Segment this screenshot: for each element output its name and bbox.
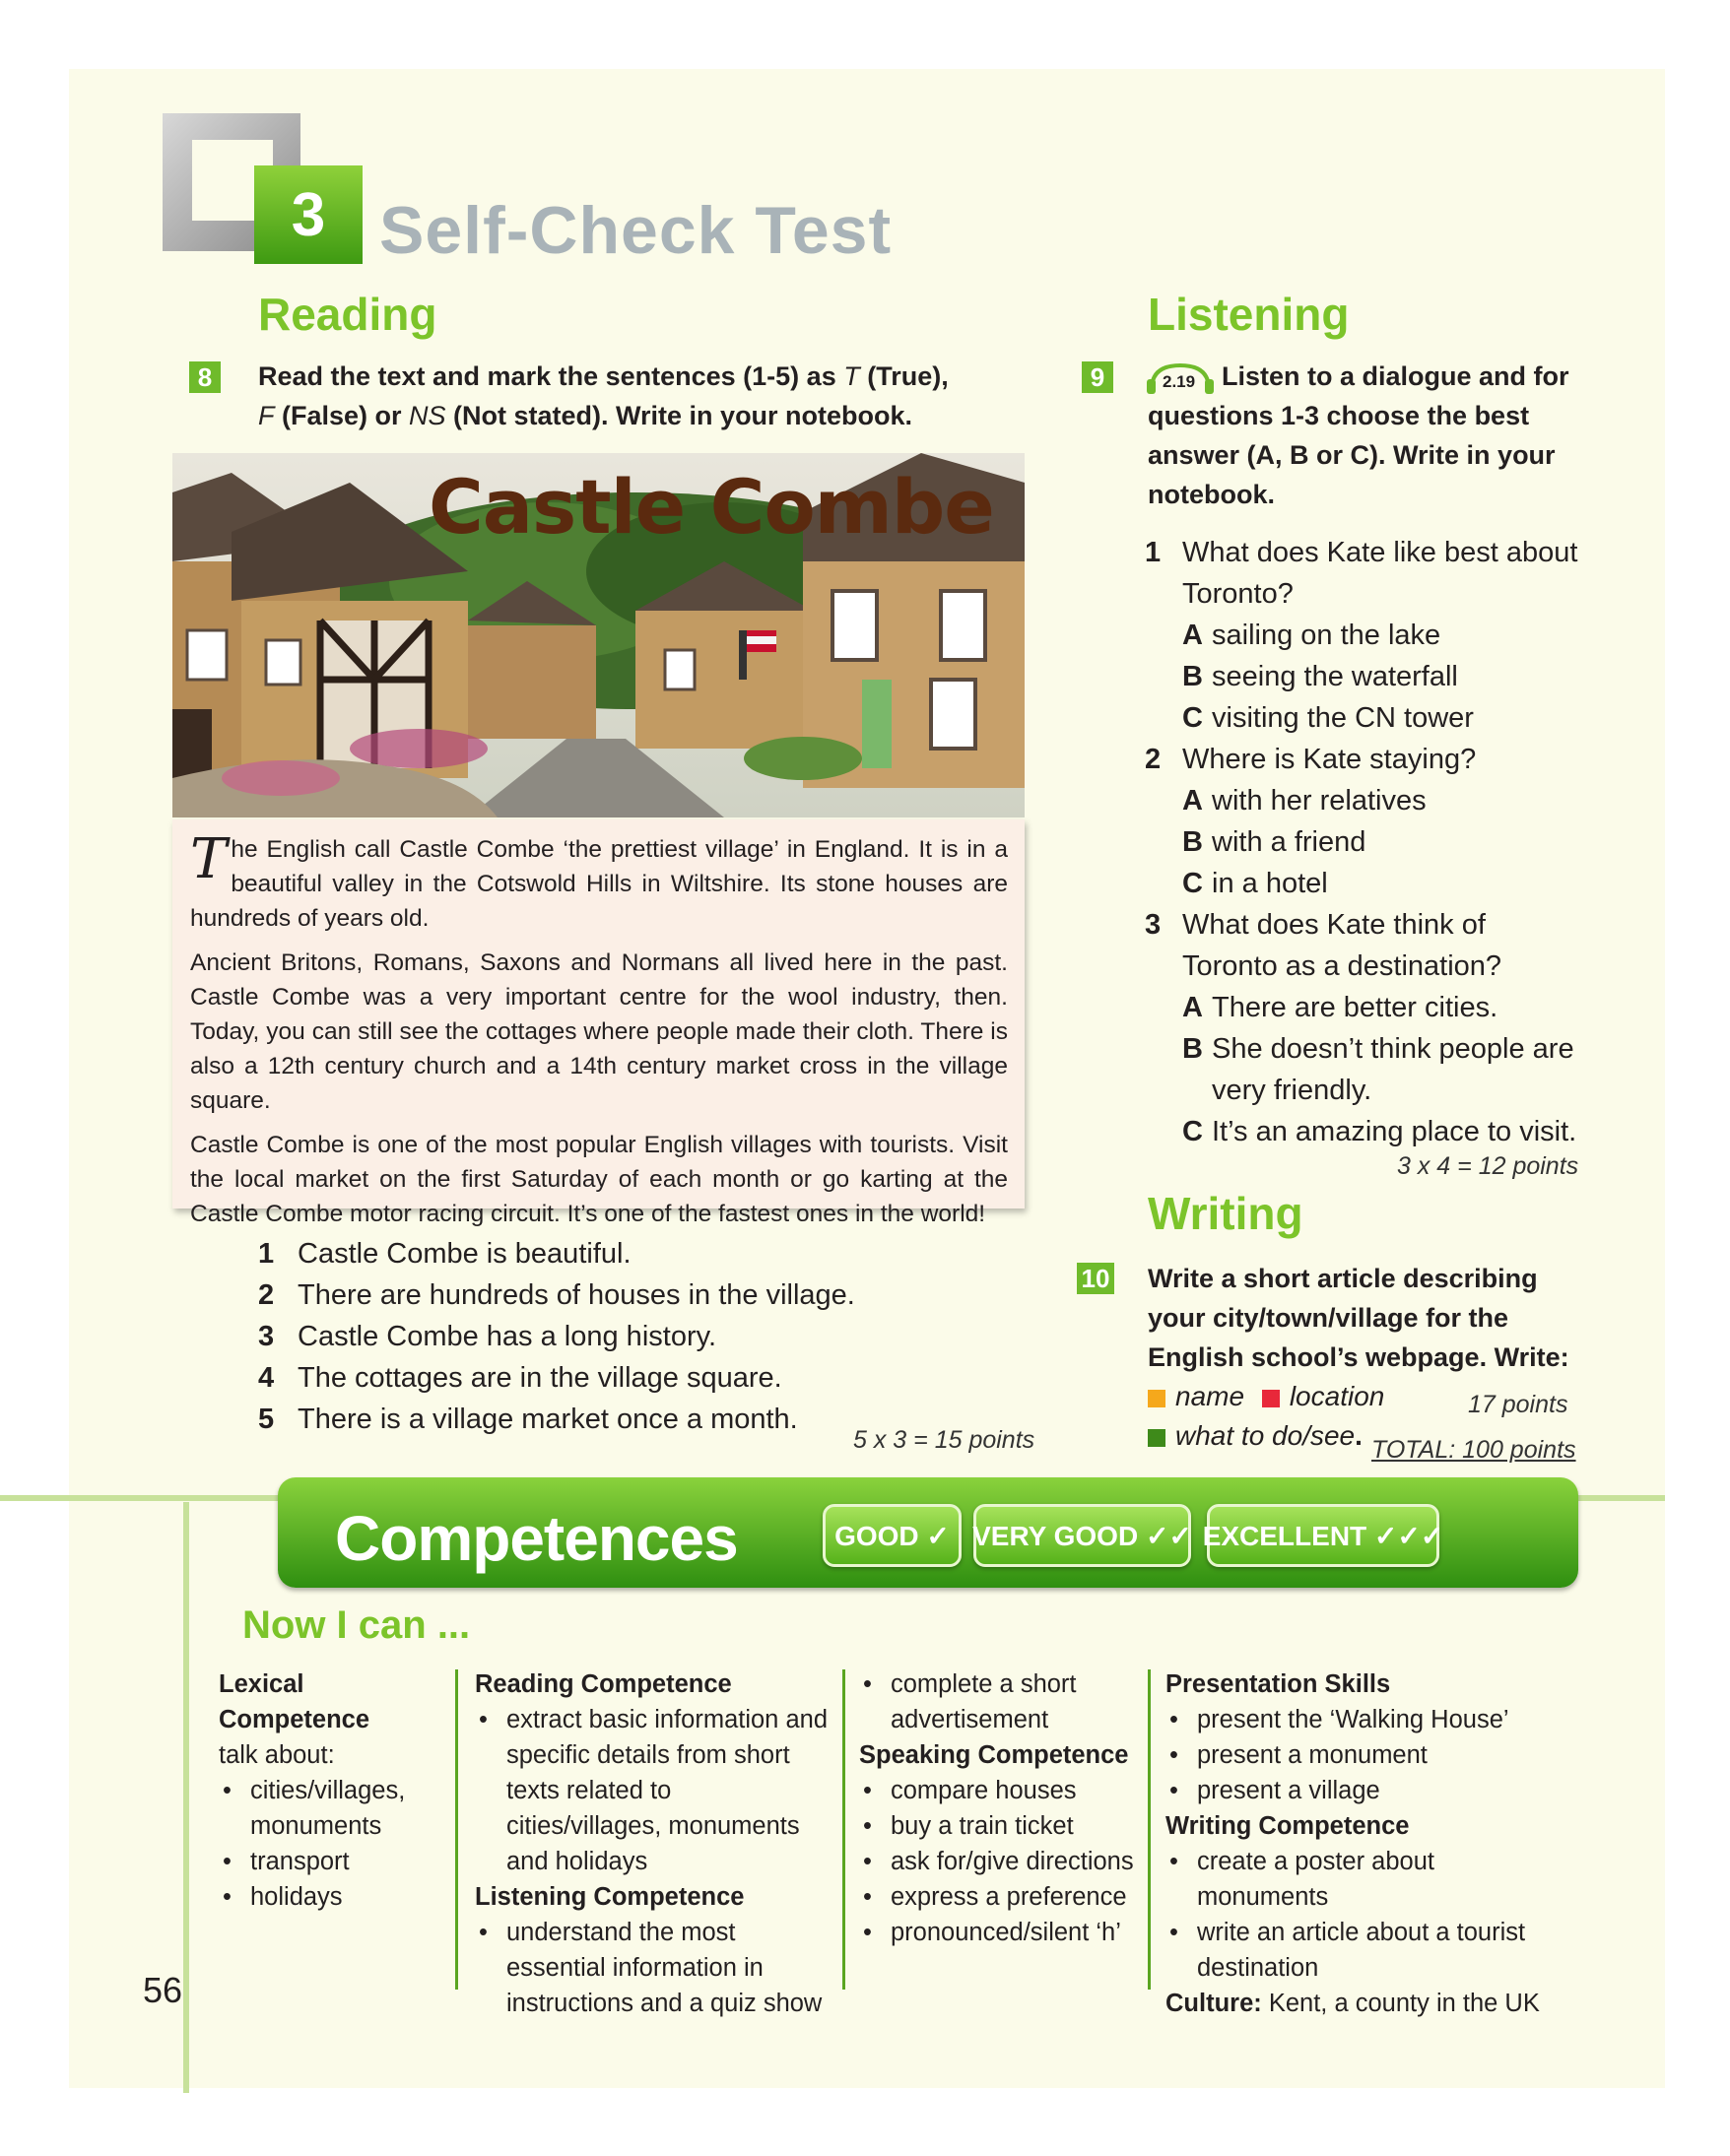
option-2b: B with a friend bbox=[1182, 826, 1366, 858]
list-item: • cities/villages, monuments bbox=[219, 1773, 435, 1844]
exercise-10-number: 10 bbox=[1077, 1263, 1114, 1294]
badge-very-good: VERY GOOD ✓✓ bbox=[973, 1504, 1191, 1567]
list-item: • transport bbox=[219, 1844, 435, 1879]
exercise-9-number: 9 bbox=[1082, 361, 1113, 393]
writing-instruction: Write a short article describing your city/town/village for the English school’s webpage. Write: bbox=[1148, 1264, 1569, 1372]
list-item: • understand the most essential information in instructions and a quiz show bbox=[475, 1915, 830, 2021]
red-square-icon bbox=[1262, 1390, 1280, 1407]
exercise-8-number: 8 bbox=[189, 361, 221, 393]
column-divider bbox=[455, 1669, 458, 1990]
list-item: • write an article about a tourist destination bbox=[1165, 1915, 1560, 1986]
orange-square-icon bbox=[1148, 1390, 1165, 1407]
list-item: • buy a train ticket bbox=[859, 1808, 1155, 1844]
article-paragraph-1: The English call Castle Combe ‘the prettiest village’ in England. It is in a beautiful valley in the Cotswold Hills in Wiltshire. Its stone houses are hundreds of years old. bbox=[190, 827, 1008, 932]
question-1: 1 What does Kate like best about Toronto? bbox=[1145, 537, 1578, 610]
list-item: • present a monument bbox=[1165, 1737, 1560, 1773]
writing-heading: Writing bbox=[1148, 1188, 1303, 1239]
badge-good: GOOD ✓ bbox=[823, 1504, 962, 1567]
article-paragraph-2: Ancient Britons, Romans, Saxons and Normans all lived here in the past. Castle Combe was a very important centre for the wool industry, then. Today, you can still see the cottages where people made their cloth. There is also a 12th century church and a 14th century market cross in the village square. bbox=[190, 949, 1008, 1114]
column-divider bbox=[1148, 1669, 1151, 1990]
question-2: 2 Where is Kate staying? bbox=[1145, 744, 1477, 775]
list-item: 1 Castle Combe is beautiful. bbox=[258, 1238, 632, 1270]
writing-items: name location what to do/see. bbox=[1148, 1377, 1384, 1456]
competences-left-line bbox=[183, 1502, 189, 2093]
speaking-competence-heading: Speaking Competence bbox=[859, 1741, 1129, 1769]
list-item: • create a poster about monuments bbox=[1165, 1844, 1560, 1915]
list-item: • express a preference bbox=[859, 1879, 1155, 1915]
badge-excellent: EXCELLENT ✓✓✓ bbox=[1207, 1504, 1439, 1567]
list-item: 5 There is a village market once a month. bbox=[258, 1404, 798, 1435]
column-divider bbox=[842, 1669, 845, 1990]
lexical-sub: talk about: bbox=[219, 1741, 335, 1769]
reading-heading: Reading bbox=[258, 289, 437, 340]
question-3: 3 What does Kate think of Toronto as a destination? bbox=[1145, 909, 1502, 982]
competences-title: Competences bbox=[335, 1503, 738, 1574]
list-item: • present a village bbox=[1165, 1773, 1560, 1808]
list-item: • complete a short advertisement bbox=[859, 1666, 1155, 1737]
option-1b: B seeing the waterfall bbox=[1182, 661, 1458, 692]
presentation-writing-column bbox=[1165, 1666, 1560, 2021]
reading-points: 5 x 3 = 15 points bbox=[853, 1426, 1035, 1454]
option-1c: C visiting the CN tower bbox=[1182, 702, 1474, 734]
audio-track-number: 2.19 bbox=[1163, 372, 1196, 391]
lexical-competence-column bbox=[219, 1666, 435, 1915]
speaking-competence-column bbox=[859, 1666, 1155, 1950]
list-item: 4 The cottages are in the village square. bbox=[258, 1362, 782, 1394]
lexical-competence-heading: Lexical Competence bbox=[219, 1670, 370, 1733]
culture-line: Culture: Kent, a county in the UK bbox=[1165, 1990, 1540, 2017]
list-item: 3 Castle Combe has a long history. bbox=[258, 1321, 717, 1352]
listening-instruction: Listen to a dialogue and for questions 1-3 choose the best answer (A, B or C). Write in your notebook. bbox=[1148, 361, 1569, 509]
list-item: • present the ‘Walking House’ bbox=[1165, 1702, 1560, 1737]
listening-points: 3 x 4 = 12 points bbox=[1397, 1152, 1579, 1180]
reading-competence-column bbox=[475, 1666, 830, 2021]
list-item: • extract basic information and specific details from short texts related to cities/villages, monuments and holidays bbox=[475, 1702, 830, 1879]
list-item: • compare houses bbox=[859, 1773, 1155, 1808]
unit-number-badge: 3 bbox=[254, 165, 363, 264]
option-3a: A There are better cities. bbox=[1182, 992, 1498, 1023]
option-3b: B She doesn’t think people are very friendly. bbox=[1182, 1033, 1574, 1106]
dropcap: T bbox=[190, 827, 228, 891]
article-text bbox=[190, 827, 1008, 1241]
article-paragraph-3: Castle Combe is one of the most popular English villages with tourists. Visit the local market on the first Saturday of each month or go karting at the Castle Combe motor racing circuit. It’s one of the fastest ones in the world! bbox=[190, 1132, 1008, 1227]
page-number: 56 bbox=[143, 1970, 183, 2010]
listening-competence-heading: Listening Competence bbox=[475, 1883, 745, 1911]
option-2c: C in a hotel bbox=[1182, 868, 1328, 899]
list-item: • ask for/give directions bbox=[859, 1844, 1155, 1879]
option-1a: A sailing on the lake bbox=[1182, 620, 1441, 651]
presentation-skills-heading: Presentation Skills bbox=[1165, 1670, 1391, 1698]
writing-points: 17 points bbox=[1468, 1391, 1568, 1418]
photo-title: Castle Combe bbox=[429, 463, 994, 551]
reading-sentences-list bbox=[258, 1233, 889, 1440]
now-i-can-heading: Now I can ... bbox=[242, 1603, 471, 1647]
list-item: • pronounced/silent ‘h’ bbox=[859, 1915, 1155, 1950]
reading-instruction: Read the text and mark the sentences (1-5) as T (True), F (False) or NS (Not stated). Write in your notebook. bbox=[258, 361, 949, 430]
writing-competence-heading: Writing Competence bbox=[1165, 1812, 1410, 1840]
listening-heading: Listening bbox=[1148, 289, 1350, 340]
listening-questions bbox=[1145, 532, 1578, 1152]
green-square-icon bbox=[1148, 1429, 1165, 1447]
list-item: • holidays bbox=[219, 1879, 435, 1915]
reading-competence-heading: Reading Competence bbox=[475, 1670, 732, 1698]
page-title: Self-Check Test bbox=[379, 193, 893, 268]
option-3c: C It’s an amazing place to visit. bbox=[1182, 1116, 1577, 1147]
option-2a: A with her relatives bbox=[1182, 785, 1427, 817]
list-item: 2 There are hundreds of houses in the village. bbox=[258, 1279, 855, 1311]
total-points: TOTAL: 100 points bbox=[1371, 1436, 1576, 1464]
